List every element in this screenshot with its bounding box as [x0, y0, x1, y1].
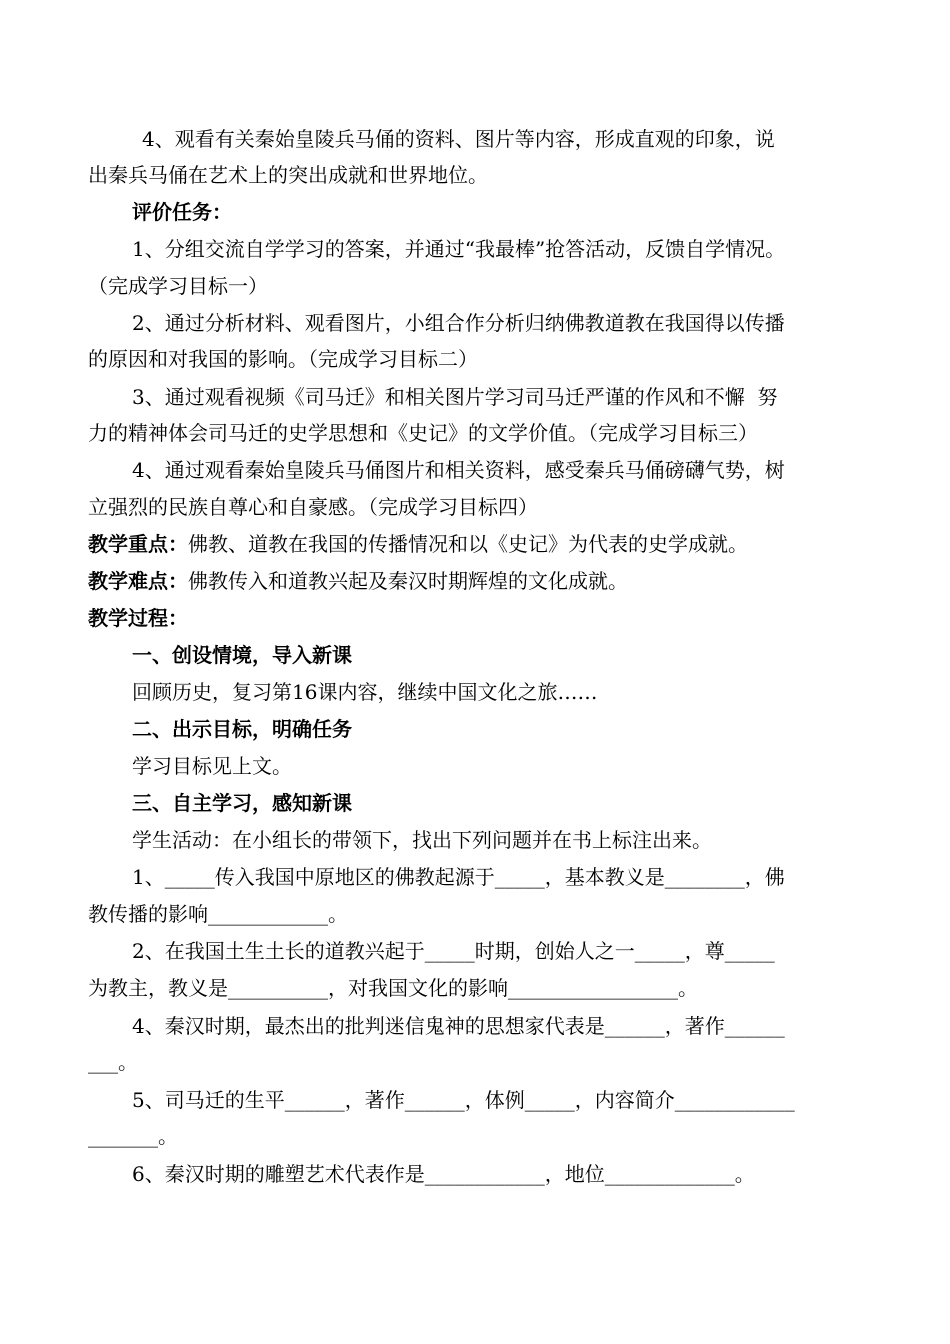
step-heading: 三、自主学习，感知新课	[132, 791, 352, 815]
text-line: 的原因和对我国的影响。（完成学习目标二）	[88, 347, 478, 371]
question-line: 教传播的影响____________。	[88, 902, 348, 926]
key-point-label: 教学重点：	[88, 532, 188, 556]
question-line: 1、_____传入我国中原地区的佛教起源于_____，基本教义是________，佛	[132, 865, 785, 889]
text-line: 回顾历史，复习第16课内容，继续中国文化之旅……	[132, 680, 598, 704]
question-line: 4、秦汉时期，最杰出的批判迷信鬼神的思想家代表是______，著作______	[132, 1014, 785, 1038]
text-line: 立强烈的民族自尊心和自豪感。（完成学习目标四）	[88, 495, 538, 519]
text-line: 4、观看有关秦始皇陵兵马俑的资料、图片等内容，形成直观的印象，说	[142, 127, 775, 151]
question-line: ___。	[88, 1050, 138, 1074]
key-point-text: 佛教、道教在我国的传播情况和以《史记》为代表的史学成就。	[188, 532, 748, 556]
question-line: _______。	[88, 1124, 178, 1148]
question-line: 5、司马迁的生平______，著作______，体例_____，内容简介____________	[132, 1088, 795, 1112]
text-line: （完成学习目标一）	[88, 274, 268, 298]
section-heading: 教学过程：	[88, 606, 188, 630]
difficulty-line	[0, 568, 950, 594]
question-line: 为教主，教义是__________，对我国文化的影响_________________。	[88, 976, 698, 1000]
section-heading: 评价任务：	[132, 200, 232, 224]
step-heading: 二、出示目标，明确任务	[132, 717, 352, 741]
text-line: 3、通过观看视频《司马迁》和相关图片学习司马迁严谨的作风和不懈 努	[132, 385, 778, 409]
difficulty-label: 教学难点：	[88, 569, 188, 593]
question-line: 6、秦汉时期的雕塑艺术代表作是____________，地位_____________。	[132, 1162, 755, 1186]
text-line: 出秦兵马俑在艺术上的突出成就和世界地位。	[88, 163, 488, 187]
text-line: 4、通过观看秦始皇陵兵马俑图片和相关资料，感受秦兵马俑磅礴气势，树	[132, 458, 785, 482]
text-line: 学习目标见上文。	[132, 754, 292, 778]
key-point-line	[0, 531, 950, 557]
text-line: 1、分组交流自学学习的答案，并通过“我最棒”抢答活动，反馈自学情况。	[132, 237, 786, 261]
difficulty-text: 佛教传入和道教兴起及秦汉时期辉煌的文化成就。	[188, 569, 628, 593]
text-line: 学生活动：在小组长的带领下，找出下列问题并在书上标注出来。	[132, 828, 712, 852]
text-line: 2、通过分析材料、观看图片，小组合作分析归纳佛教道教在我国得以传播	[132, 311, 785, 335]
question-line: 2、在我国土生土长的道教兴起于_____时期，创始人之一_____，尊_____	[132, 939, 775, 963]
text-line: 力的精神体会司马迁的史学思想和《史记》的文学价值。（完成学习目标三）	[88, 421, 758, 445]
step-heading: 一、创设情境，导入新课	[132, 643, 352, 667]
